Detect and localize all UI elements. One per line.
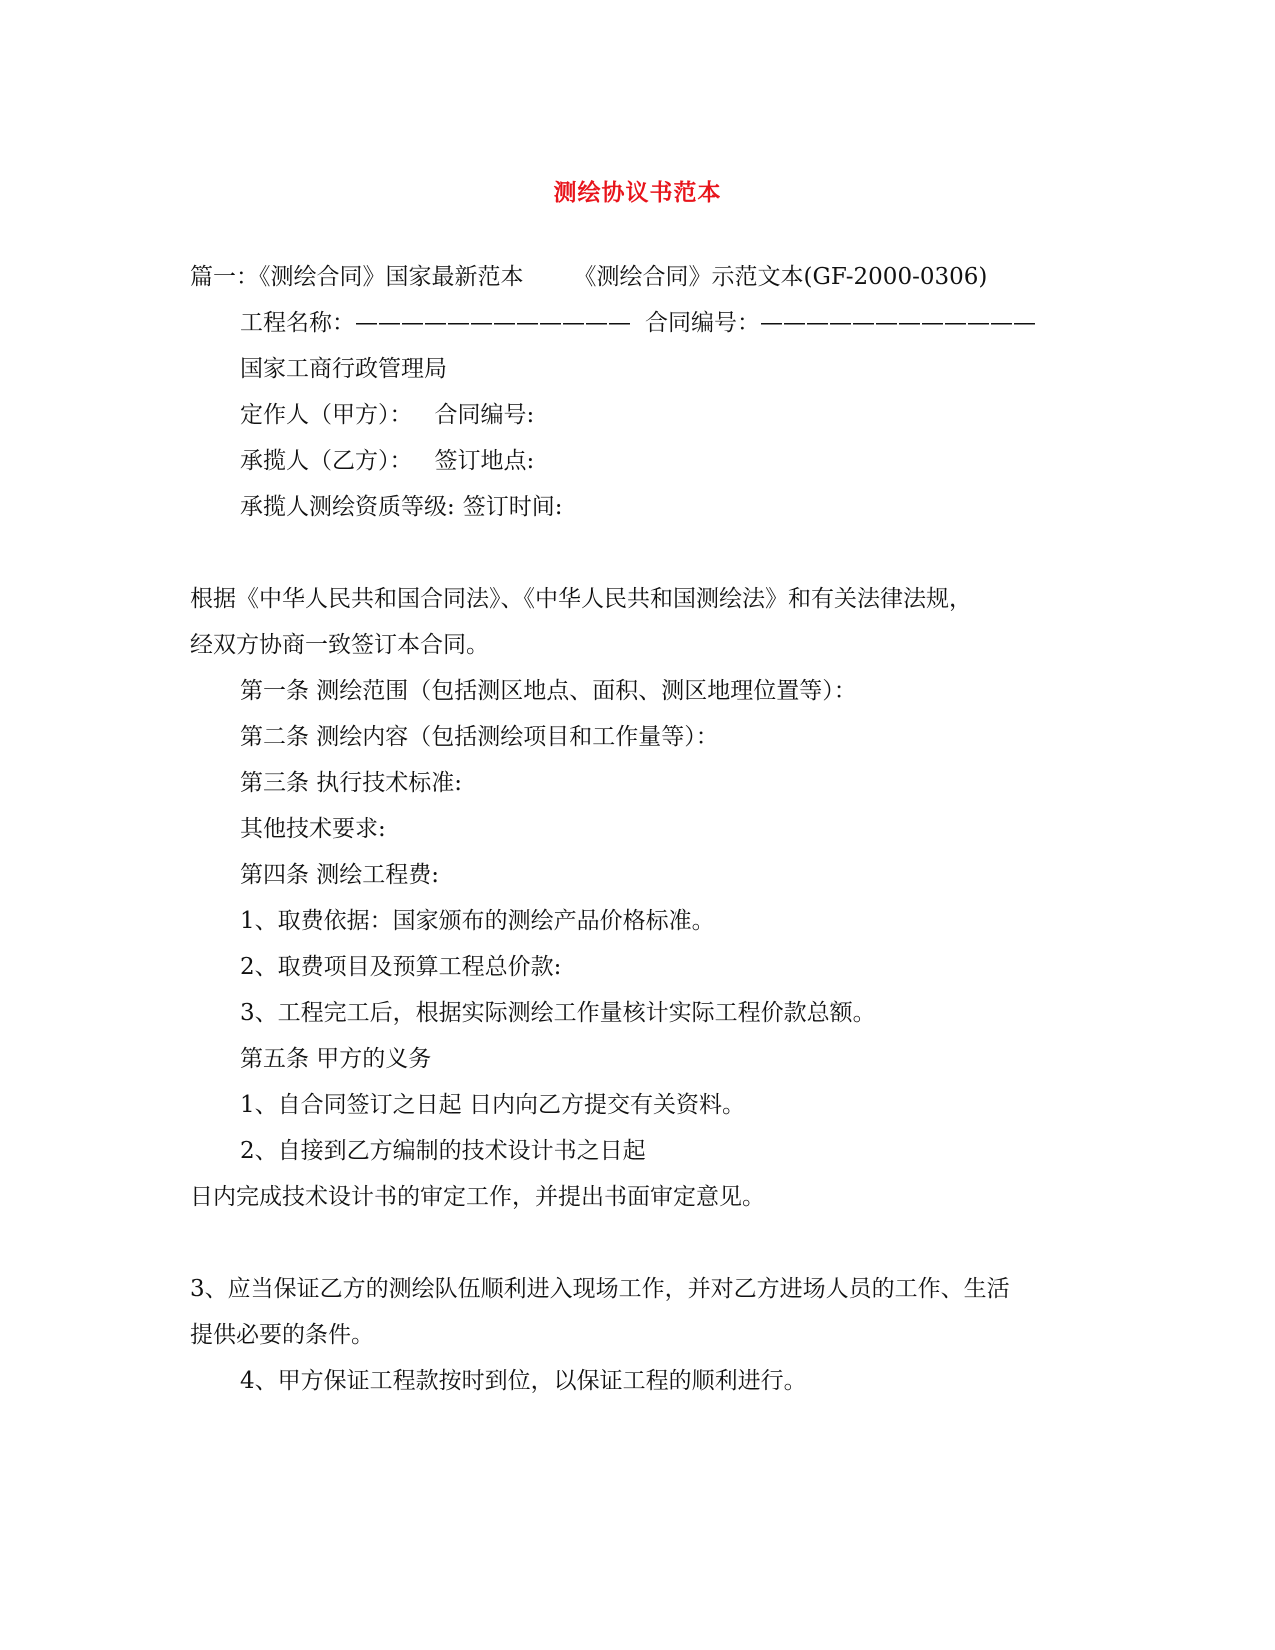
sign-time-field: 签订时间: [462, 494, 563, 520]
document-title: 测绘协议书范本 [553, 179, 722, 206]
project-name-line [240, 308, 1036, 338]
article-5: 第五条 甲方的义务 [240, 1046, 432, 1072]
article-5-item-1: 1、自合同签订之日起 日内向乙方提交有关资料。 [240, 1092, 745, 1118]
contract-no-top-field: 合同编号：———————————— [645, 310, 1036, 336]
contract-no-field: 合同编号: [434, 402, 535, 428]
article-5-item-3a: 3、应当保证乙方的测绘队伍顺利进入现场工作，并对乙方进场人员的工作、生活 [190, 1276, 1010, 1302]
preamble-line-2: 经双方协商一致签订本合同。 [190, 632, 489, 658]
heading-line [190, 262, 987, 292]
authority-line: 国家工商行政管理局 [240, 356, 447, 382]
party-a-field: 定作人（甲方）： [240, 402, 413, 428]
heading-sample: 《测绘合同》示范文本(GF-2000-0306) [573, 264, 988, 290]
party-a-line [240, 400, 534, 430]
article-5-item-2a: 2、自接到乙方编制的技术设计书之日起 [240, 1138, 646, 1164]
qualification-line [240, 492, 563, 522]
party-b-line [240, 446, 534, 476]
article-4-item-2: 2、取费项目及预算工程总价款: [240, 954, 562, 980]
article-1: 第一条 测绘范围（包括测区地点、面积、测区地理位置等）： [240, 678, 857, 704]
article-3-other: 其他技术要求: [240, 816, 386, 842]
article-4-item-1: 1、取费依据：国家颁布的测绘产品价格标准。 [240, 908, 715, 934]
project-name-field: 工程名称：———————————— [240, 310, 631, 336]
qualification-field: 承揽人测绘资质等级: [240, 494, 455, 520]
sign-place-field: 签订地点: [434, 448, 535, 474]
article-5-item-4: 4、甲方保证工程款按时到位，以保证工程的顺利进行。 [240, 1368, 807, 1394]
article-5-item-2b: 日内完成技术设计书的审定工作，并提出书面审定意见。 [190, 1184, 765, 1210]
article-4-item-3: 3、工程完工后，根据实际测绘工作量核计实际工程价款总额。 [240, 1000, 876, 1026]
article-5-item-3b: 提供必要的条件。 [190, 1322, 374, 1348]
article-3: 第三条 执行技术标准: [240, 770, 463, 796]
article-2: 第二条 测绘内容（包括测绘项目和工作量等）： [240, 724, 719, 750]
heading-part: 篇一：《测绘合同》国家最新范本 [190, 264, 524, 290]
preamble-line-1: 根据《中华人民共和国合同法》、《中华人民共和国测绘法》和有关法律法规， [190, 586, 972, 612]
article-4: 第四条 测绘工程费: [240, 862, 440, 888]
party-b-field: 承揽人（乙方）： [240, 448, 413, 474]
